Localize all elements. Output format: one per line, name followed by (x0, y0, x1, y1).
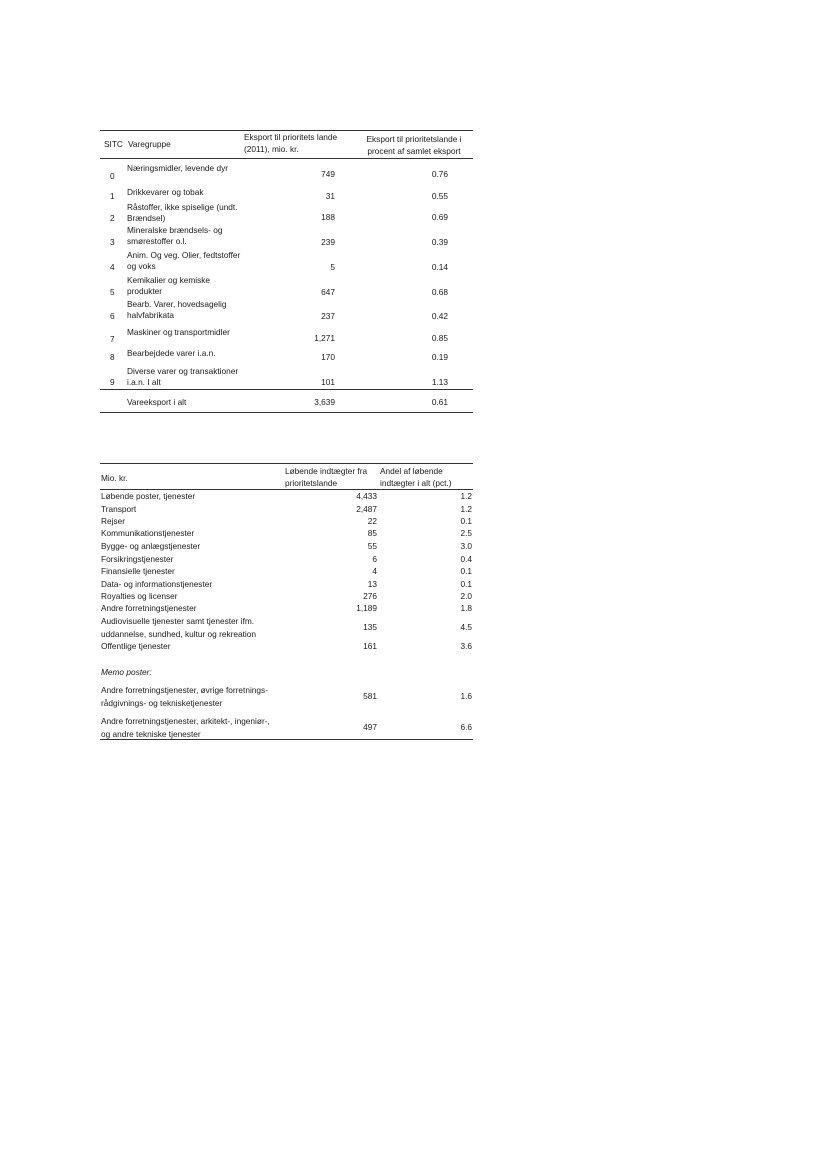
row-pct: 3.6 (460, 641, 472, 651)
row-pct: 0.19 (431, 352, 448, 362)
row-name: Bearbejdede varer i.a.n. (127, 348, 216, 358)
row-pct: 6.6 (460, 722, 472, 732)
row-name: Næringsmidler, levende dyr (127, 163, 228, 173)
row-pct: 0.55 (431, 191, 448, 201)
row-name: Drikkevarer og tobak (127, 187, 204, 197)
row-value: 85 (367, 528, 377, 538)
row-code: 7 (110, 334, 115, 344)
row-name: Andre forretningstjenester, arkitekt-, ingeniør-, og andre tekniske tjenester (101, 716, 270, 739)
row-name: Rejser (101, 516, 125, 526)
row-pct: 1.8 (460, 603, 472, 613)
row-name: Transport (101, 504, 137, 514)
row-name: Finansielle tjenester (101, 566, 175, 576)
row-value: 188 (321, 212, 335, 222)
header-group: Varegruppe (128, 139, 171, 149)
row-pct: 0.14 (431, 262, 448, 272)
row-pct: 3.0 (460, 541, 472, 551)
row-name: Kemikalier og kemiske produkter (127, 275, 210, 296)
row-value: 276 (363, 591, 377, 601)
row-value: 22 (367, 516, 377, 526)
row-value: 237 (321, 311, 335, 321)
row-pct: 0.42 (431, 311, 448, 321)
row-name: Audiovisuelle tjenester samt tjenester ifm. uddannelse, sundhed, kultur og rekreation (101, 616, 256, 639)
row-name: Anim. Og veg. Olier, fedtstoffer og voks (127, 250, 241, 271)
row-value: 239 (321, 237, 335, 247)
memo-label: Memo poster: (101, 667, 152, 677)
row-code: 4 (110, 262, 115, 272)
row-name: Mineralske brændsels- og smørestoffer o.l. (127, 225, 223, 246)
table-rule (100, 463, 473, 464)
row-value: 5 (330, 262, 335, 272)
row-value: 101 (321, 377, 335, 387)
row-name: Andre forretningstjenester (101, 603, 197, 613)
row-pct: 2.5 (460, 528, 472, 538)
row-pct: 0.1 (460, 579, 472, 589)
header-export: Eksport til prioritets lande (2011), mio. kr. (244, 132, 338, 154)
row-value: 135 (363, 622, 377, 632)
row-name: Royalties og licenser (101, 591, 178, 601)
row-name: Kommunikationstjenester (101, 528, 195, 538)
row-value: 647 (321, 287, 335, 297)
row-value: 581 (363, 691, 377, 701)
row-name: Diverse varer og transaktioner i.a.n. I alt (127, 366, 239, 387)
row-pct: 0.76 (431, 169, 448, 179)
row-value: 4,433 (356, 491, 377, 501)
row-pct: 0.68 (431, 287, 448, 297)
header-share: Eksport til prioritetslande i procent af samlet eksport (366, 134, 462, 156)
row-value: 170 (321, 352, 335, 362)
row-code: 3 (110, 237, 115, 247)
table-rule (100, 739, 473, 740)
row-value: 2,487 (356, 504, 377, 514)
row-name: Bygge- og anlægstjenester (101, 541, 201, 551)
row-pct: 1.13 (431, 377, 448, 387)
total-name: Vareeksport i alt (127, 397, 187, 407)
row-code: 0 (110, 171, 115, 181)
row-name: Bearb. Varer, hovedsagelig halvfabrikata (127, 299, 227, 320)
row-value: 1,271 (314, 333, 335, 343)
total-value: 3,639 (314, 397, 335, 407)
row-code: 1 (110, 191, 115, 201)
row-value: 749 (321, 169, 335, 179)
row-pct: 0.4 (460, 554, 472, 564)
row-pct: 1.2 (460, 504, 472, 514)
row-pct: 0.85 (431, 333, 448, 343)
row-pct: 1.2 (460, 491, 472, 501)
table-rule (100, 389, 473, 390)
row-name: Data- og informationstjenester (101, 579, 213, 589)
row-name: Offentlige tjenester (101, 641, 171, 651)
table-rule (100, 412, 473, 413)
row-value: 161 (363, 641, 377, 651)
row-value: 4 (372, 566, 377, 576)
row-pct: 0.39 (431, 237, 448, 247)
row-value: 31 (325, 191, 335, 201)
header-share: Andel af løbende indtægter i alt (pct.) (380, 466, 452, 488)
row-name: Råstoffer, ikke spiselige (undt. Brændsel) (127, 202, 238, 223)
row-pct: 4.5 (460, 622, 472, 632)
row-pct: 0.1 (460, 566, 472, 576)
row-code: 5 (110, 287, 115, 297)
total-pct: 0.61 (431, 397, 448, 407)
table-rule (100, 158, 473, 159)
row-code: 8 (110, 352, 115, 362)
row-value: 1,189 (356, 603, 377, 613)
row-pct: 2.0 (460, 591, 472, 601)
row-value: 497 (363, 722, 377, 732)
row-name: Løbende poster, tjenester (101, 491, 196, 501)
header-label: Mio. kr. (101, 473, 128, 483)
header-income: Løbende indtægter fra prioritetslande (285, 466, 368, 488)
row-name: Maskiner og transportmidler (127, 327, 230, 337)
row-pct: 0.69 (431, 212, 448, 222)
row-pct: 0.1 (460, 516, 472, 526)
row-value: 55 (367, 541, 377, 551)
row-code: 6 (110, 311, 115, 321)
header-sitc: SITC (104, 139, 123, 149)
row-name: Andre forretningstjenester, øvrige forretnings- rådgivnings- og teknisketjenester (101, 685, 268, 708)
row-pct: 1.6 (460, 691, 472, 701)
row-name: Forsikringstjenester (101, 554, 174, 564)
row-code: 9 (110, 377, 115, 387)
row-value: 6 (372, 554, 377, 564)
row-value: 13 (367, 579, 377, 589)
row-code: 2 (110, 213, 115, 223)
